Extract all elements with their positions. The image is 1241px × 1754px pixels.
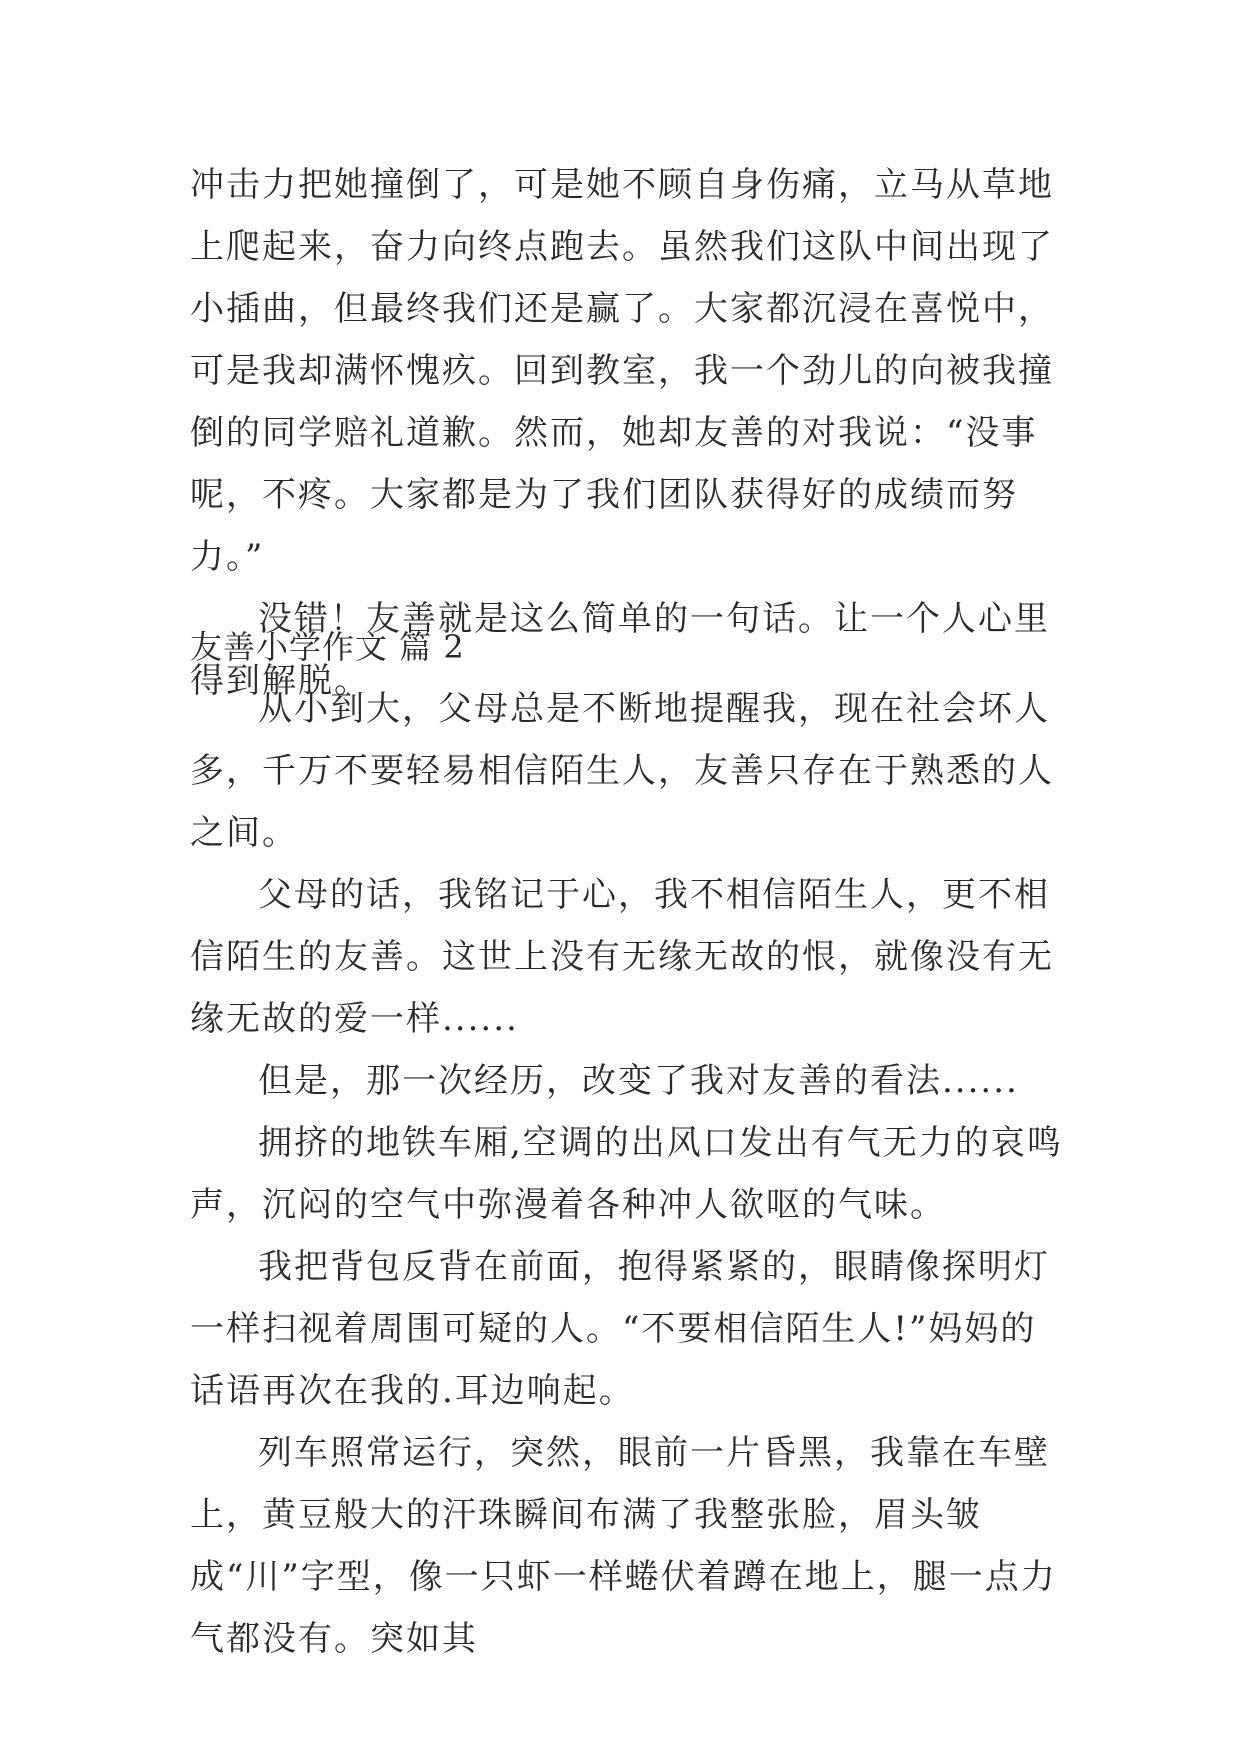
paragraph: 列车照常运行，突然，眼前一片昏黑，我靠在车壁上，黄豆般大的汗珠瞬间布满了我整张脸，眉头皱成“川”字型，像一只虾一样蜷伏着蹲在地上，腿一点力气都没有。突如其 bbox=[190, 1433, 1057, 1659]
section-2-text bbox=[190, 678, 1070, 1670]
section-2-heading: 友善小学作文 篇 2 bbox=[190, 628, 465, 666]
paragraph: 从小到大，父母总是不断地提醒我，现在社会坏人多，千万不要轻易相信陌生人，友善只存在于熟悉的人之间。 bbox=[190, 689, 1054, 853]
paragraph: 父母的话，我铭记于心，我不相信陌生人，更不相信陌生的友善。这世上没有无缘无故的恨，就像没有无缘无故的爱一样...... bbox=[190, 875, 1054, 1039]
paragraph: 但是，那一次经历，改变了我对友善的看法...... bbox=[258, 1061, 1019, 1101]
paragraph-closing: 没错！友善就是这么简单的一句话。让一个人心里得到解脱。 bbox=[190, 599, 1050, 701]
paragraph: 我把背包反背在前面，抱得紧紧的，眼睛像探明灯一样扫视着周围可疑的人。“不要相信陌生人!”妈妈的话语再次在我的.耳边响起。 bbox=[190, 1247, 1050, 1411]
paragraph-continued: 冲击力把她撞倒了，可是她不顾自身伤痛，立马从草地上爬起来，奋力向终点跑去。虽然我们这队中间出现了小插曲，但最终我们还是赢了。大家都沉浸在喜悦中，可是我却满怀愧疚。回到教室，我一个劲儿的向被我撞倒的同学赔礼道歉。然而，她却友善的对我说：“没事呢，不疼。大家都是为了我们团队获得好的成绩而努力。” bbox=[190, 165, 1054, 577]
paragraph: 拥挤的地铁车厢,空调的出风口发出有气无力的哀鸣声，沉闷的空气中弥漫着各种冲人欲呕的气味。 bbox=[190, 1123, 1063, 1225]
section-2-heading-wrap bbox=[190, 616, 1070, 678]
